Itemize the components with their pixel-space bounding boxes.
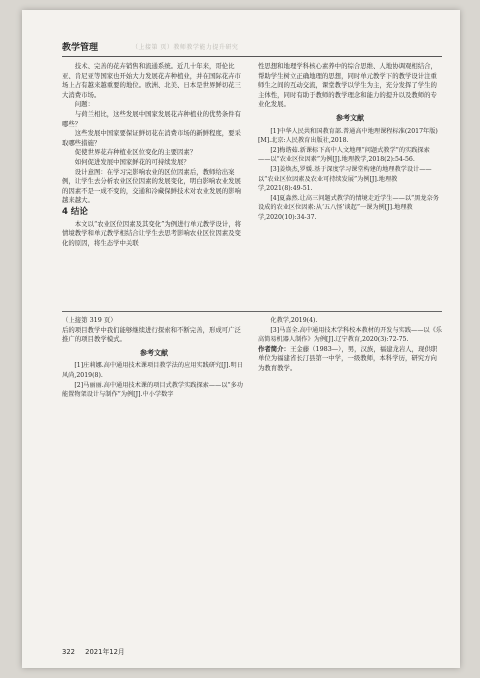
body-paragraph: 性思想和地理学科核心素养中的综合思维、人地协调观相结合，帮助学生树立正确地理的思想，同时单元教学下的教学设计注重师生之间的互动交流，课堂教学以学生为主，充分发挥了学生的主体性，同时有助于教师的教学理念和能力的提升以及教师的专业化发展。: [258, 62, 437, 109]
reference-item: [3]姜焕杰,罗媛.基于深度学习课堂构建的地理教学设计——以“农业区位因素及农业可持续发展”为例[J].地理教学,2021(8):49-51.: [258, 165, 432, 193]
body-paragraph: 技术、完善的花卉销售和流通系统。近几十年来，哥伦比亚、肯尼亚等国家也开始大力发展花卉种植业，并在国际花卉市场上占有越来越重要的地位。欧洲、北美、日本是世界鲜切花三大消费市场。: [62, 62, 241, 99]
references-title: 参考文献: [140, 348, 168, 357]
author-text: 王金藤（1983—），男，汉族，福建龙岩人，现供职单位为福建省长汀县第一中学，一级教师，本科学历，研究方向为教育教学。: [258, 344, 438, 372]
reference-item: [3]马喜全.高中通用技术学科校本教材的开发与实践——以《乐高简易机器人制作》为例[J].辽宁教育,2020(3):72-75.: [258, 326, 442, 344]
running-header: [62, 38, 442, 57]
question-label: 问题：: [74, 100, 94, 109]
conclusion-paragraph: 本文以“农业区位因素及其变化”为例进行单元教学设计，将情境教学和单元教学相结合让学生去思考影响农业区位因素及变化的原因，将生态学中关联: [62, 219, 242, 247]
question-3: 促使世界花卉种植业区位变化的主要因素？: [74, 148, 197, 157]
references-title: 参考文献: [336, 113, 364, 122]
reference-continuation: 化教学,2019(4).: [270, 317, 318, 324]
lower-left-column: [62, 316, 246, 400]
question-2: 这些发展中国家要保证鲜切花在消费市场的新鲜程度，要采取哪些措施？: [62, 129, 241, 147]
reference-item: [1]庄莉娜.高中通用技术课项目教学法的应用实践研究[J].明日风尚,2019(8).: [62, 362, 243, 379]
design-intent: 设计意图：在学习完影响农业的区位因素后，教师给出案例，让学生去分析农业区位因素的发展变化，明白影响农业发展的因素不是一成不变的，交通和冷藏保鲜技术对农业发展的影响越来越大。: [62, 167, 241, 205]
continuation-note: （上接第 319 页）: [62, 316, 117, 324]
bleed-through-header: （上接第 页）教师教学能力提升研究: [132, 44, 239, 51]
upper-left-column: [62, 62, 246, 248]
question-1: 与荷兰相比，这些发展中国家发展花卉种植业的优势条件有哪些？: [62, 109, 241, 128]
body-paragraph: 后的项目教学中我们能够继续进行探索和不断完善，形成可广泛推广的项目教学模式。: [62, 325, 241, 344]
lower-right-column: [258, 316, 442, 374]
conclusion-heading: 4 结论: [62, 206, 88, 217]
author-bio: [258, 345, 442, 374]
question-4: 如何促进发展中国家鲜花的可持续发展？: [74, 157, 190, 166]
journal-page: [22, 10, 460, 668]
reference-item: [2]梅谐茹.新课标下高中人文地理“问题式教学”的实践探索——以“农业区位因素”为例[J].地理教学,2018(2):54-56.: [258, 146, 430, 164]
upper-right-column: [258, 62, 442, 223]
section-divider: [62, 311, 442, 312]
page-number: 322: [62, 648, 75, 656]
page-footer: [62, 646, 125, 656]
reference-item: [2]马丽丽.高中通用技术课的项目式教学实践探索——以“多功能置物架设计与制作”为例[J].中小学数字: [62, 381, 243, 399]
author-label: 作者简介：: [258, 344, 290, 353]
section-title: 教学管理: [62, 43, 99, 53]
reference-item: [4]夏淼然.让高三问题式教学的情境走近学生——以“黑龙奈务设成的农业区位因素:从‘五八怪’谈起”一课为例[J].地理教学,2020(10):34-37.: [258, 194, 439, 221]
reference-item: [1]中华人民共和国教育部.普通高中地理课程标准(2017年版)[M].北京:人民教育出版社,2018.: [258, 127, 438, 145]
issue-date: 2021年12月: [85, 648, 125, 656]
